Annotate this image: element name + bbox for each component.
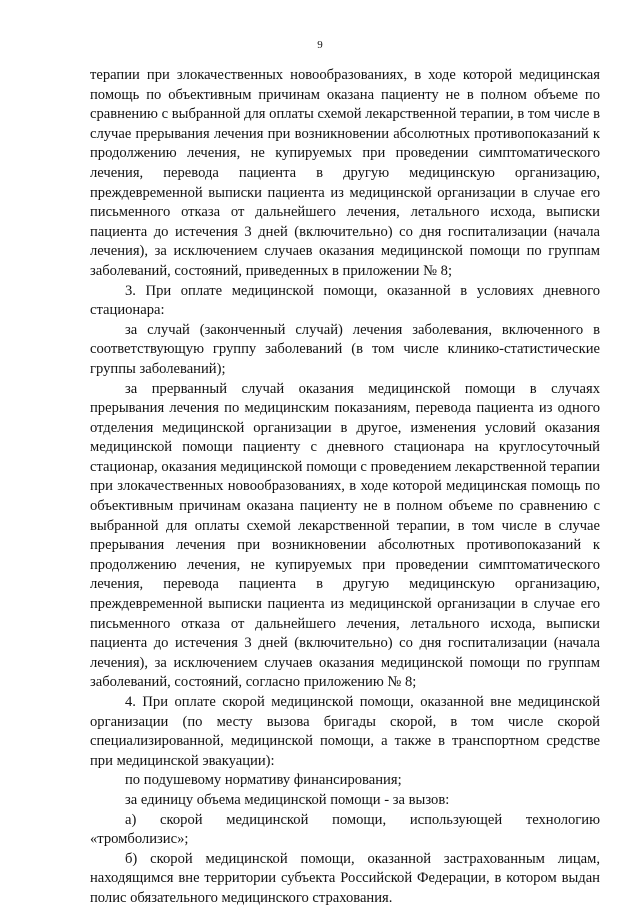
page-number: 9 xyxy=(317,39,323,51)
paragraph-item-b-out-of-region: б) скорой медицинской помощи, оказанной застрахованным лицам, находящимся вне территории субъекта Российской Федерации, в котором выдан полис обязательного медицинского страхования. xyxy=(90,850,600,906)
paragraph-day-hospital-heading: 3. При оплате медицинской помощи, оказанной в условиях дневного стационара: xyxy=(90,282,600,319)
document-body xyxy=(90,66,600,909)
paragraph-item-a-thrombolysis: а) скорой медицинской помощи, использующей технологию «тромболизис»; xyxy=(90,811,600,848)
paragraph-interrupted-case: за прерванный случай оказания медицинской помощи в случаях прерывания лечения по медицинским показаниям, перевода пациента из одного отделения медицинской организации в другое, изменения условий оказания медицинской помощи пациенту с дневного стационара на круглосуточный стационар, оказания медицинской помощи с проведением лекарственной терапии при злокачественных новообразованиях, в ходе которой медицинская помощь по объективным причинам оказана пациенту не в полном объеме по сравнению с выбранной для оплаты схемой лекарственной терапии, в том числе в случае прерывания лечения при возникновении абсолютных противопоказаний к продолжению лечения, не купируемых при проведении симптоматического лечения, перевода пациента в другую медицинскую организацию, преждевременной выписки пациента из медицинской организации в случае его письменного отказа от дальнейшего лечения, летального исхода, выписки пациента до истечения 3 дней (включительно) со дня госпитализации (начала лечения), за исключением случаев оказания медицинской помощи по группам заболеваний, состояний, согласно приложению № 8; xyxy=(90,380,600,691)
paragraph-completed-case: за случай (законченный случай) лечения заболевания, включенного в соответствующую группу заболеваний (в том числе клинико-статистические группы заболеваний); xyxy=(90,321,600,377)
paragraph-emergency-care-heading: 4. При оплате скорой медицинской помощи, оказанной вне медицинской организации (по месту вызова бригады скорой, в том числе скорой специализированной, медицинской помощи, а также в транспортном средстве при медицинской эвакуации): xyxy=(90,694,600,769)
paragraph-per-call: за единицу объема медицинской помощи - за вызов: xyxy=(125,791,450,808)
paragraph-therapy-continuation: терапии при злокачественных новообразованиях, в ходе которой медицинская помощь по объективным причинам оказана пациенту не в полном объеме по сравнению с выбранной для оплаты схемой лекарственной терапии, в том числе в случае прерывания лечения при возникновении абсолютных противопоказаний к продолжению лечения, не купируемых при проведении симптоматического лечения, перевода пациента в другую медицинскую организацию, преждевременной выписки пациента из медицинской организации в случае его письменного отказа от дальнейшего лечения, летального исхода, выписки пациента до истечения 3 дней (включительно) со дня госпитализации (начала лечения), за исключением случаев оказания медицинской помощи по группам заболеваний, состояний, приведенных в приложении № 8; xyxy=(90,67,600,279)
paragraph-per-capita: по подушевому нормативу финансирования; xyxy=(125,772,402,789)
